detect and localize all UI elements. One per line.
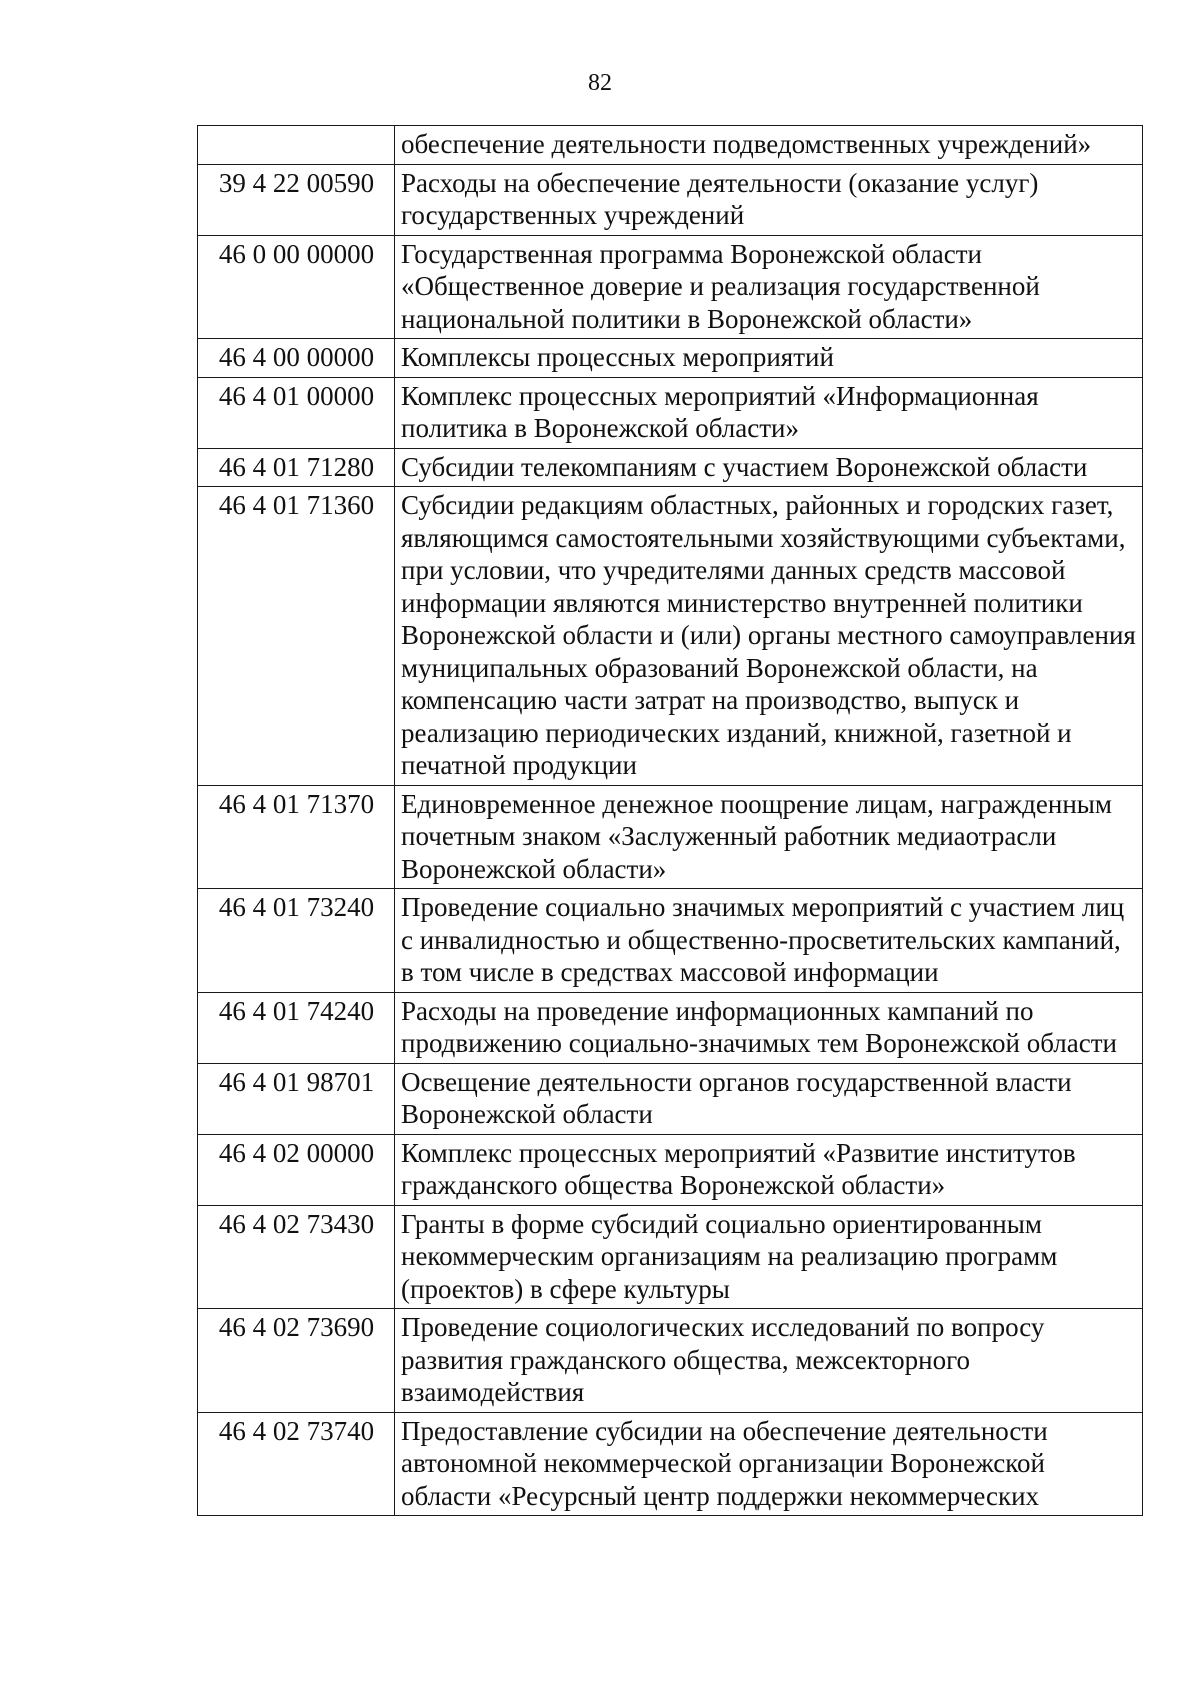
code-cell: 46 4 01 73240 xyxy=(198,889,395,993)
description-cell: Субсидии телекомпаниям с участием Воронежской области xyxy=(395,448,1143,487)
description-cell: Единовременное денежное поощрение лицам, награжденным почетным знаком «Заслуженный работник медиаотрасли Воронежской области» xyxy=(395,785,1143,889)
description-cell: Освещение деятельности органов государственной власти Воронежской области xyxy=(395,1063,1143,1134)
code-cell: 46 4 01 71360 xyxy=(198,487,395,786)
code-cell: 46 0 00 00000 xyxy=(198,235,395,339)
table-row xyxy=(198,448,1143,487)
description-cell: Предоставление субсидии на обеспечение деятельности автономной некоммерческой организации Воронежской области «Ресурсный центр поддержки некоммерческих xyxy=(395,1412,1143,1516)
table-row xyxy=(198,992,1143,1063)
description-cell: Государственная программа Воронежской области «Общественное доверие и реализация государственной национальной политики в Воронежской области» xyxy=(395,235,1143,339)
table-row xyxy=(198,785,1143,889)
table-row xyxy=(198,487,1143,786)
code-cell: 46 4 01 74240 xyxy=(198,992,395,1063)
budget-code-table xyxy=(197,125,1143,1516)
description-cell: Расходы на обеспечение деятельности (оказание услуг) государственных учреждений xyxy=(395,164,1143,235)
table-row xyxy=(198,235,1143,339)
code-cell: 46 4 02 00000 xyxy=(198,1134,395,1205)
table-row xyxy=(198,377,1143,448)
table-row xyxy=(198,1309,1143,1413)
description-cell: Комплекс процессных мероприятий «Развитие институтов гражданского общества Воронежской области» xyxy=(395,1134,1143,1205)
page-number: 82 xyxy=(588,70,612,96)
description-cell: обеспечение деятельности подведомственных учреждений» xyxy=(395,126,1143,165)
code-cell: 46 4 01 98701 xyxy=(198,1063,395,1134)
description-cell: Субсидии редакциям областных, районных и городских газет, являющимся самостоятельными хозяйствующими субъектами, при условии, что учредителями данных средств массовой информации являются министерство внутренней политики Воронежской области и (или) органы местного самоуправления муниципальных образований Воронежской области, на компенсацию части затрат на производство, выпуск и реализацию периодических изданий, книжной, газетной и печатной продукции xyxy=(395,487,1143,786)
table-row xyxy=(198,126,1143,165)
table-row xyxy=(198,1134,1143,1205)
table-row xyxy=(198,1412,1143,1516)
code-cell: 46 4 01 71280 xyxy=(198,448,395,487)
code-cell: 46 4 02 73430 xyxy=(198,1205,395,1309)
table-row xyxy=(198,164,1143,235)
table-row xyxy=(198,1063,1143,1134)
table-row xyxy=(198,339,1143,378)
description-cell: Комплексы процессных мероприятий xyxy=(395,339,1143,378)
description-cell: Гранты в форме субсидий социально ориентированным некоммерческим организациям на реализацию программ (проектов) в сфере культуры xyxy=(395,1205,1143,1309)
code-cell: 46 4 01 00000 xyxy=(198,377,395,448)
code-cell: 46 4 01 71370 xyxy=(198,785,395,889)
code-cell: 46 4 00 00000 xyxy=(198,339,395,378)
description-cell: Расходы на проведение информационных кампаний по продвижению социально-значимых тем Воронежской области xyxy=(395,992,1143,1063)
description-cell: Комплекс процессных мероприятий «Информационная политика в Воронежской области» xyxy=(395,377,1143,448)
table-row xyxy=(198,889,1143,993)
description-cell: Проведение социально значимых мероприятий с участием лиц с инвалидностью и общественно-просветительских кампаний, в том числе в средствах массовой информации xyxy=(395,889,1143,993)
code-cell: 46 4 02 73690 xyxy=(198,1309,395,1413)
code-cell: 39 4 22 00590 xyxy=(198,164,395,235)
table-row xyxy=(198,1205,1143,1309)
code-cell: 46 4 02 73740 xyxy=(198,1412,395,1516)
code-cell xyxy=(198,126,395,165)
description-cell: Проведение социологических исследований по вопросу развития гражданского общества, межсекторного взаимодействия xyxy=(395,1309,1143,1413)
